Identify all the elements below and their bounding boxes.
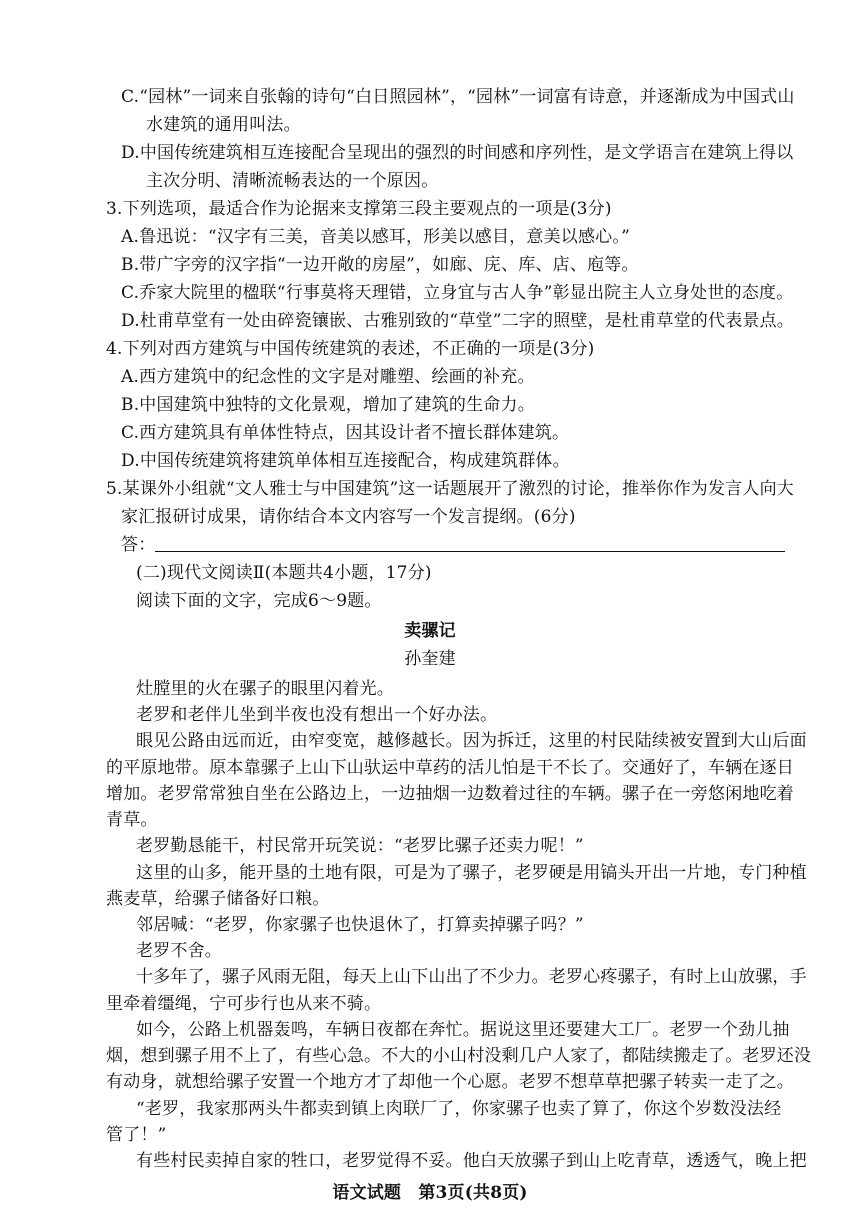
story-line: “老罗，我家那两头牛都卖到镇上肉联厂了，你家骡子也卖了算了，你这个岁数没法经 bbox=[136, 1099, 782, 1119]
story-line: 邻居喊：“老罗，你家骡子也快退休了，打算卖掉骡子吗？” bbox=[136, 915, 584, 935]
story-line: 十多年了，骡子风雨无阻，每天上山下山出了不少力。老罗心疼骡子，有时上山放骡，手 bbox=[136, 967, 807, 987]
q2-option-d-line1: D.中国传统建筑相互连接配合呈现出的强烈的时间感和序列性，是文学语言在建筑上得以 bbox=[121, 143, 794, 163]
q4-option-d: D.中国传统建筑将建筑单体相互连接配合，构成建筑群体。 bbox=[121, 451, 570, 471]
section-instruction: 阅读下面的文字，完成6～9题。 bbox=[136, 591, 382, 611]
q2-option-d-line2: 主次分明、清晰流畅表达的一个原因。 bbox=[146, 171, 439, 191]
q2-option-c-line2: 水建筑的通用叫法。 bbox=[146, 115, 301, 135]
q4-stem: 4.下列对西方建筑与中国传统建筑的表述，不正确的一项是(3分) bbox=[106, 339, 595, 359]
story-line: 有动身，就想给骡子安置一个地方才了却他一个心愿。老罗不想草草把骡子转卖一走了之。 bbox=[106, 1072, 794, 1092]
q3-option-d: D.杜甫草堂有一处由碎瓷镶嵌、古雅别致的“草堂”二字的照壁，是杜甫草堂的代表景点。 bbox=[121, 311, 795, 331]
story-line: 灶膛里的火在骡子的眼里闪着光。 bbox=[136, 679, 394, 699]
story-line: 如今，公路上机器轰鸣，车辆日夜都在奔忙。据说这里还要建大工厂。老罗一个劲儿抽 bbox=[136, 1020, 790, 1040]
story-line: 老罗不舍。 bbox=[136, 941, 222, 961]
q3-option-b: B.带广字旁的汉字指“一边开敞的房屋”，如廊、庑、库、店、庖等。 bbox=[121, 255, 639, 275]
q3-option-a: A.鲁迅说：“汉字有三美，音美以感耳，形美以感目，意美以感心。” bbox=[121, 227, 630, 247]
story-line: 这里的山多，能开垦的土地有限，可是为了骡子，老罗硬是用镐头开出一片地，专门种植 bbox=[136, 863, 807, 883]
story-author: 孙奎建 bbox=[404, 649, 456, 669]
story-line: 燕麦草，给骡子储备好口粮。 bbox=[106, 889, 330, 909]
story-line: 增加。老罗常常独自坐在公路边上，一边抽烟一边数着过往的车辆。骡子在一旁悠闲地吃着 bbox=[106, 784, 794, 804]
q3-stem: 3.下列选项，最适合作为论据来支撑第三段主要观点的一项是(3分) bbox=[106, 199, 612, 219]
q4-option-b: B.中国建筑中独特的文化景观，增加了建筑的生命力。 bbox=[121, 395, 535, 415]
story-line: 老罗勤恳能干，村民常开玩笑说：“老罗比骡子还卖力呢！” bbox=[136, 836, 584, 856]
story-line: 管了！” bbox=[106, 1125, 167, 1145]
answer-line bbox=[155, 551, 785, 552]
story-title: 卖骡记 bbox=[404, 621, 456, 641]
story-line: 的平原地带。原本靠骡子上山下山驮运中草药的活儿怕是干不长了。交通好了，车辆在逐日 bbox=[106, 758, 794, 778]
q5-stem-line1: 5.某课外小组就“文人雅士与中国建筑”这一话题展开了激烈的讨论，推举你作为发言人向大 bbox=[106, 479, 794, 499]
q4-option-a: A.西方建筑中的纪念性的文字是对雕塑、绘画的补充。 bbox=[121, 367, 535, 387]
story-line: 烟，想到骡子用不上了，有些心急。不大的小山村没剩几户人家了，都陆续搬走了。老罗还没 bbox=[106, 1046, 812, 1066]
story-line: 里牵着缰绳，宁可步行也从来不骑。 bbox=[106, 994, 382, 1014]
q5-answer-label: 答： bbox=[121, 535, 156, 555]
story-line: 眼见公路由远而近，由窄变宽，越修越长。因为拆迁，这里的村民陆续被安置到大山后面 bbox=[136, 731, 807, 751]
story-line: 青草。 bbox=[106, 810, 158, 830]
q2-option-c-line1: C.“园林”一词来自张翰的诗句“白日照园林”，“园林”一词富有诗意，并逐渐成为中国式山 bbox=[121, 87, 795, 107]
q3-option-c: C.乔家大院里的楹联“行事莫将天理错，立身宜与古人争”彰显出院主人立身处世的态度。 bbox=[121, 283, 794, 303]
story-line: 老罗和老伴儿坐到半夜也没有想出一个好办法。 bbox=[136, 705, 498, 725]
story-line: 有些村民卖掉自家的牲口，老罗觉得不妥。他白天放骡子到山上吃青草，透透气，晚上把 bbox=[136, 1151, 807, 1171]
page-footer: 语文试题 第3页(共8页) bbox=[332, 1183, 528, 1203]
q5-stem-line2: 家汇报研讨成果，请你结合本文内容写一个发言提纲。(6分) bbox=[121, 507, 576, 527]
q4-option-c: C.西方建筑具有单体性特点，因其设计者不擅长群体建筑。 bbox=[121, 423, 570, 443]
section-heading: (二)现代文阅读Ⅱ(本题共4小题，17分) bbox=[136, 563, 432, 583]
